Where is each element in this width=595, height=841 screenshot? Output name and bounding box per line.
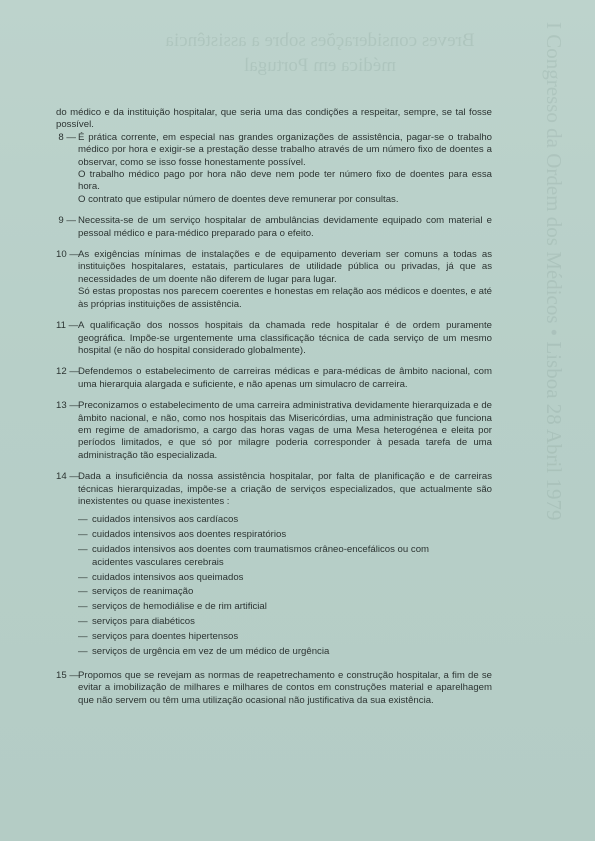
service-list-text: serviços para diabéticos — [92, 616, 195, 628]
dash-bullet: — — [78, 514, 88, 526]
proposal-paragraph: Necessita-se de um serviço hospitalar de ambulâncias devidamente equipado com material e pessoal médico e para-médico preparado para o efeito. — [78, 215, 492, 239]
proposal-paragraph: Preconizamos o estabelecimento de uma carreira administrativa devidamente hierarquizada e de âmbito nacional, e não, como nos hospitais das Misericórdias, uma administração que funciona em regime de amadorismo, a cargo das horas vagas de uma Mesa heterogénea e eleita por períodos limitados, e que só por milagre poderia corresponder à pesada tarefa de uma administração tão especializada. — [78, 400, 492, 461]
proposal-item — [56, 249, 492, 311]
proposal-item — [56, 366, 492, 391]
dash-bullet: — — [78, 616, 88, 628]
proposal-body — [78, 471, 492, 661]
service-list-text: cuidados intensivos aos cardíacos — [92, 514, 239, 526]
dash-bullet: — — [78, 601, 88, 613]
show-through-side-text: I Congresso da Ordem dos Médicos • Lisboa 28 Abril 1979 — [542, 22, 566, 521]
proposal-body — [78, 215, 492, 240]
proposal-body — [78, 132, 492, 206]
proposal-paragraph: A qualificação dos nossos hospitais da chamada rede hospitalar é de ordem puramente geográfica. Impõe-se urgentemente uma classificação técnica de cada serviço de um mesmo hospital (e não do hospital considerado globalmente). — [78, 320, 492, 356]
service-list-item — [78, 586, 492, 598]
proposal-body — [78, 249, 492, 311]
proposal-number: 11 — — [56, 320, 79, 332]
proposal-number: 8 — — [58, 131, 76, 143]
service-list-item — [78, 616, 492, 628]
proposal-paragraph: Defendemos o estabelecimento de carreiras médicas e para-médicas de âmbito nacional, com uma hierarquia alargada e suficiente, e não apenas um simulacro de carreira. — [78, 366, 492, 390]
show-through-title: Breves considerações sobre a assistência médica em Portugal — [165, 30, 475, 76]
service-list-item — [78, 631, 492, 643]
proposal-body — [78, 670, 492, 707]
service-list-text: serviços de hemodiálise e de rim artificial — [92, 601, 267, 613]
dash-bullet: — — [78, 631, 88, 643]
proposal-paragraph: As exigências mínimas de instalações e de equipamento deveriam ser comuns a todas as instituições hospitalares, estatais, particulares de utilidade pública ou privadas, já que as necessidades de um doente não diferem de lugar para lugar. — [78, 249, 492, 285]
proposal-body — [78, 320, 492, 357]
dash-bullet: — — [78, 586, 88, 598]
proposal-item — [56, 400, 492, 462]
service-list-text: serviços para doentes hipertensos — [92, 631, 239, 643]
proposal-paragraph: O trabalho médico pago por hora não deve nem pode ter número fixo de doentes para essa hora. — [78, 169, 492, 193]
proposal-body — [78, 400, 492, 462]
service-list-item — [78, 544, 492, 569]
proposal-number: 10 — — [56, 249, 79, 261]
service-list-item — [78, 529, 492, 541]
dash-bullet: — — [78, 529, 88, 541]
proposal-paragraph: Propomos que se revejam as normas de reapetrechamento e construção hospitalar, a fim de se evitar a imobilização de milhares e milhares de contos em construções material e aparelhagem que não servem ou têm uma utilização ocasional não justificativa da sua existência. — [78, 669, 492, 706]
proposal-paragraph: O contrato que estipular número de doentes deve remunerar por consultas. — [78, 193, 399, 205]
intro-paragraph: do médico e da instituição hospitalar, que seria uma das condições a respeitar, sempre, se tal fosse possível. — [56, 107, 492, 131]
service-list-text: cuidados intensivos aos doentes respiratórios — [92, 529, 287, 541]
proposal-number: 12 — — [56, 366, 79, 378]
service-list-text: serviços de reanimação — [92, 586, 194, 598]
proposal-number: 13 — — [56, 400, 79, 412]
service-list — [78, 514, 492, 658]
service-list-text: serviços de urgência em vez de um médico de urgência — [92, 646, 330, 658]
document-body — [56, 107, 492, 716]
dash-bullet: — — [78, 646, 88, 658]
proposal-list — [56, 132, 492, 707]
proposal-number: 9 — — [58, 215, 76, 227]
service-list-item — [78, 646, 492, 658]
service-list-item — [78, 514, 492, 526]
proposal-item — [56, 670, 492, 707]
proposal-item — [56, 471, 492, 661]
proposal-item — [56, 320, 492, 357]
proposal-number: 14 — — [56, 471, 79, 483]
dash-bullet: — — [78, 571, 88, 583]
service-list-text: cuidados intensivos aos queimados — [92, 571, 244, 583]
dash-bullet: — — [78, 544, 88, 556]
service-list-item — [78, 601, 492, 613]
proposal-paragraph: É prática corrente, em especial nas grandes organizações de assistência, pagar-se o trabalho médico por hora e exigir-se a prestação desse trabalho através de um número fixo de doentes a observar, como se isso fosse honestamente possível. — [78, 131, 492, 168]
proposal-body — [78, 366, 492, 391]
proposal-item — [56, 132, 492, 206]
proposal-paragraph: Dada a insuficiência da nossa assistência hospitalar, por falta de planificação e de carreiras técnicas hierarquizadas, impõe-se a criação de serviços especializados, que actualmente são inexistentes ou quase inexistentes : — [78, 471, 492, 507]
proposal-number: 15 — — [56, 669, 79, 681]
proposal-paragraph: Só estas propostas nos parecem coerentes e honestas em relação aos médicos e doentes, e até às próprias instituições de assistência. — [78, 286, 492, 310]
service-list-item — [78, 572, 492, 584]
service-list-text: cuidados intensivos aos doentes com traumatismos crâneo-encefálicos ou com acidentes vasculares cerebrais — [92, 544, 430, 568]
proposal-item — [56, 215, 492, 240]
